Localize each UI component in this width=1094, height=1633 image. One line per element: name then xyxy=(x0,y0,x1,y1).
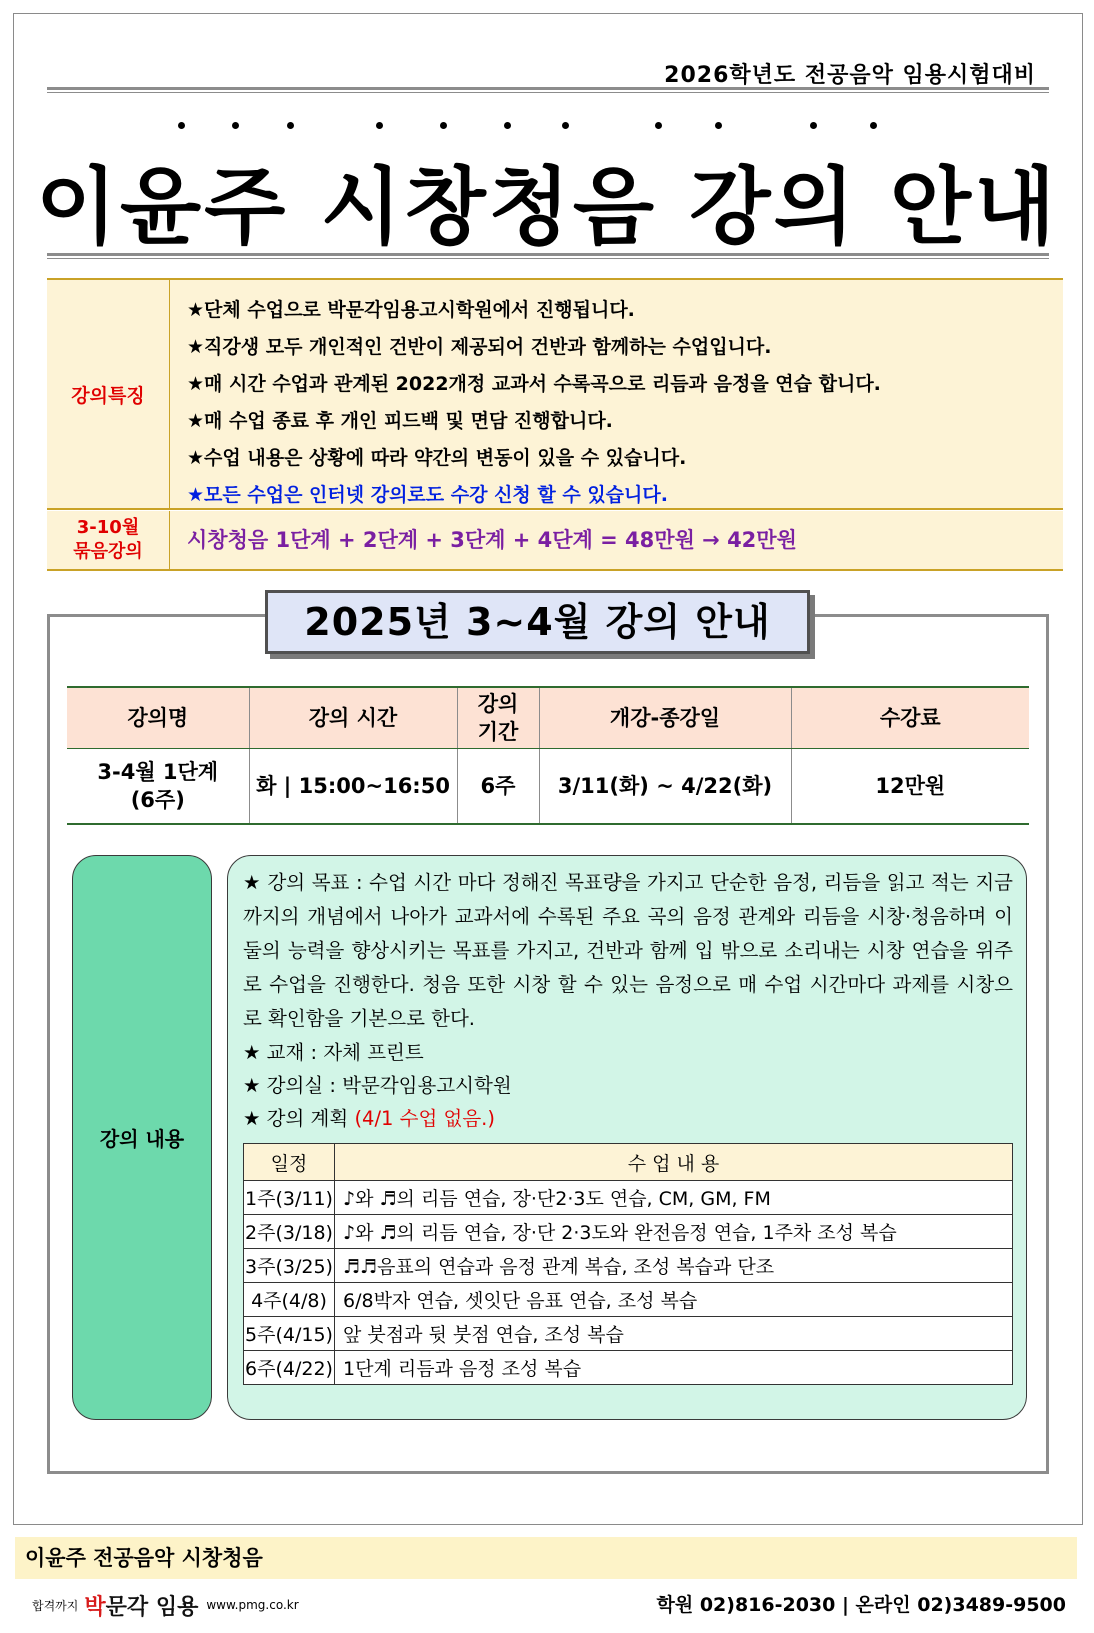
header-course-name: 강의명 xyxy=(67,687,249,749)
logo-brand: 박문각 임용 xyxy=(84,1594,199,1620)
plan-header-row xyxy=(244,1144,1013,1181)
exam-year-title: 2026학년도 전공음악 임용시험대비 xyxy=(664,63,1036,88)
page-title: 이윤주 시창청음 강의 안내 xyxy=(35,158,1059,256)
time-cell: 화 | 15:00~16:50 xyxy=(249,749,457,825)
course-name-cell: 3-4월 1단계 (6주) xyxy=(67,749,249,825)
bundle-price: 시창청음 1단계 + 2단계 + 3단계 + 4단계 = 48만원 → 42만원 xyxy=(187,528,797,552)
title-divider xyxy=(47,253,1049,256)
period-cell: 6주 xyxy=(457,749,539,825)
table-row xyxy=(244,1215,1013,1249)
plan-header-content: 수 업 내 용 xyxy=(335,1144,1013,1181)
textbook-info: ★ 교재 : 자체 프린트 xyxy=(243,1041,424,1064)
week-cell: 2주(3/18) xyxy=(244,1215,335,1249)
logo-slogan: 합격까지 xyxy=(32,1598,79,1613)
plan-label: ★ 강의 계획 xyxy=(243,1107,355,1130)
bundle-label-months: 3-10월 xyxy=(76,517,140,538)
bundle-box xyxy=(47,511,1063,571)
content-cell: 6/8박자 연습, 셋잇단 음표 연습, 조성 복습 xyxy=(335,1283,1013,1317)
classroom-info: ★ 강의실 : 박문각임용고시학원 xyxy=(243,1074,512,1097)
bundle-label-type: 묶음강의 xyxy=(73,541,143,562)
schedule-header-row xyxy=(67,687,1029,749)
content-cell: 1단계 리듬과 음정 조성 복습 xyxy=(335,1351,1013,1385)
course-goal: ★ 강의 목표 : 수업 시간 마다 정해진 목표량을 가지고 단순한 음정, 리듬을 읽고 적는 지금까지의 개념에서 나아가 교과서에 수록된 주요 곡의 음정 관계와 리듬을 시창·청음하며 이 둘의 능력을 향상시키는 목표를 가지고, 건반과 함께 입 밖으로 소리내는 시창 연습을 위주로 수업을 진행한다. 청음 또한 시창 할 수 있는 음정으로 매 수업 시간마다 과제를 시창으로 확인함을 기본으로 한다. xyxy=(243,871,1013,1030)
features-list xyxy=(187,292,881,514)
no-class-note: (4/1 수업 없음.) xyxy=(354,1107,495,1130)
table-row xyxy=(67,749,1029,825)
table-row xyxy=(244,1351,1013,1385)
section-title: 2025년 3~4월 강의 안내 xyxy=(265,590,810,654)
feature-item: ★수업 내용은 상황에 따라 약간의 변동이 있을 수 있습니다. xyxy=(187,447,687,469)
footer-course-name: 이윤주 전공음악 시창청음 xyxy=(25,1546,263,1570)
schedule-table xyxy=(67,686,1029,825)
table-row xyxy=(244,1249,1013,1283)
logo-url[interactable]: www.pmg.co.kr xyxy=(206,1598,299,1612)
week-cell: 1주(3/11) xyxy=(244,1181,335,1215)
header-period: 강의 기간 xyxy=(457,687,539,749)
lesson-plan-table xyxy=(243,1143,1013,1385)
content-cell: ♬♬음표의 연습과 음정 관계 복습, 조성 복습과 단조 xyxy=(335,1249,1013,1283)
pmg-logo[interactable] xyxy=(32,1590,299,1620)
header-time: 강의 시간 xyxy=(249,687,457,749)
week-cell: 3주(3/25) xyxy=(244,1249,335,1283)
feature-item: ★매 수업 종료 후 개인 피드백 및 면담 진행합니다. xyxy=(187,410,613,432)
header-dates: 개강-종강일 xyxy=(539,687,791,749)
bundle-label xyxy=(47,511,170,569)
header-fee: 수강료 xyxy=(791,687,1029,749)
feature-item: ★매 시간 수업과 관계된 2022개정 교과서 수록곡으로 리듬과 음정을 연습 합니다. xyxy=(187,373,881,395)
feature-item: ★단체 수업으로 박문각임용고시학원에서 진행됩니다. xyxy=(187,299,635,321)
feature-online-note: ★모든 수업은 인터넷 강의로도 수강 신청 할 수 있습니다. xyxy=(187,484,668,506)
contact-phone: 학원 02)816-2030 | 온라인 02)3489-9500 xyxy=(656,1594,1066,1616)
footer-course-band xyxy=(15,1537,1077,1579)
top-divider xyxy=(47,87,1049,90)
plan-heading xyxy=(243,1103,495,1135)
dates-cell: 3/11(화) ~ 4/22(화) xyxy=(539,749,791,825)
week-cell: 6주(4/22) xyxy=(244,1351,335,1385)
table-row xyxy=(244,1283,1013,1317)
emphasis-dots xyxy=(0,122,1094,142)
feature-item: ★직강생 모두 개인적인 건반이 제공되어 건반과 함께하는 수업입니다. xyxy=(187,336,772,358)
content-label: 강의 내용 xyxy=(72,855,212,1420)
features-label: 강의특징 xyxy=(47,280,170,508)
week-cell: 5주(4/15) xyxy=(244,1317,335,1351)
features-box xyxy=(47,278,1063,510)
week-cell: 4주(4/8) xyxy=(244,1283,335,1317)
plan-header-week: 일정 xyxy=(244,1144,335,1181)
fee-cell: 12만원 xyxy=(791,749,1029,825)
content-cell: 앞 붓점과 뒷 붓점 연습, 조성 복습 xyxy=(335,1317,1013,1351)
content-cell: ♪와 ♬의 리듬 연습, 장·단 2·3도와 완전음정 연습, 1주차 조성 복습 xyxy=(335,1215,1013,1249)
content-cell: ♪와 ♬의 리듬 연습, 장·단2·3도 연습, CM, GM, FM xyxy=(335,1181,1013,1215)
table-row xyxy=(244,1317,1013,1351)
table-row xyxy=(244,1181,1013,1215)
